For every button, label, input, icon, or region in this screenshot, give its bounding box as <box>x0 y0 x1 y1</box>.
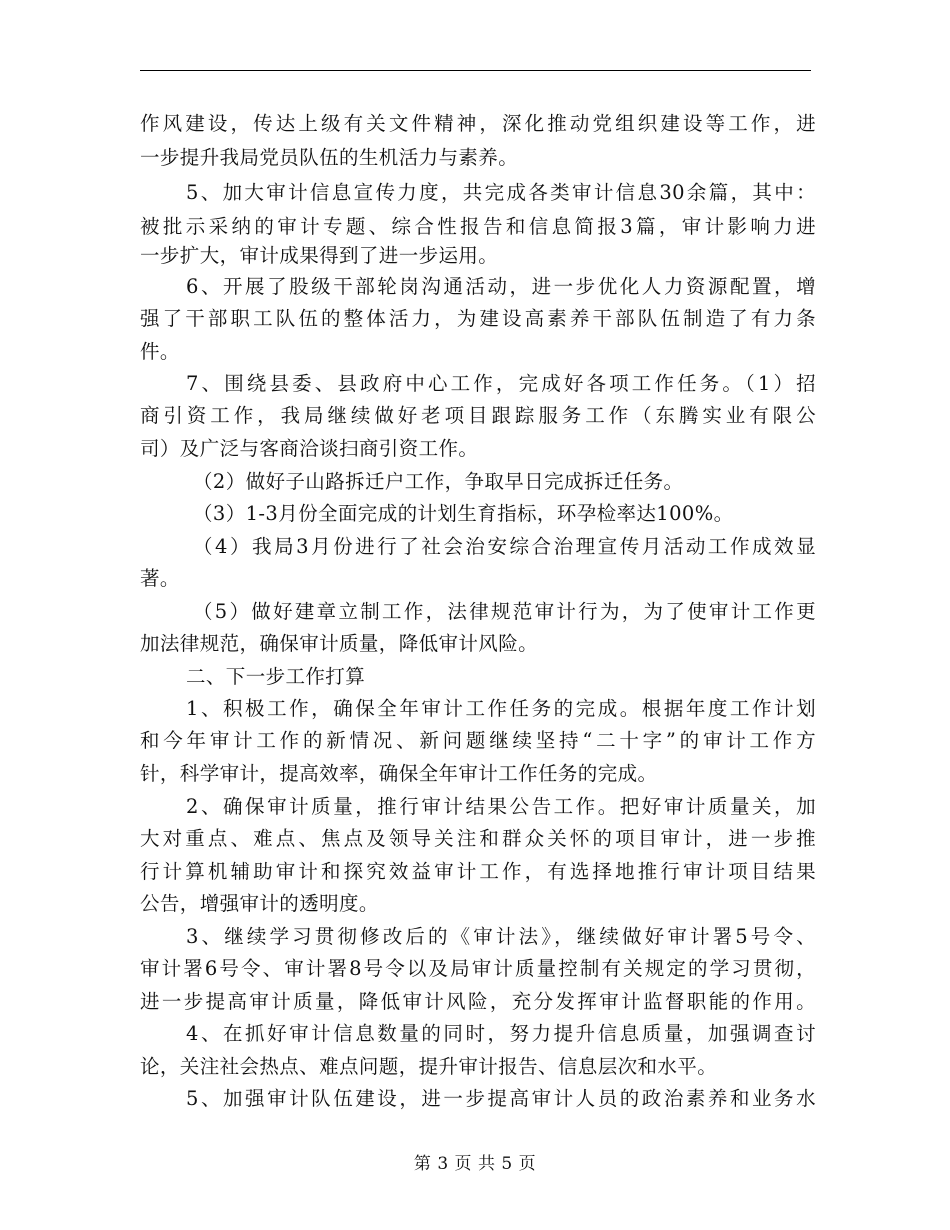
text-line: 商引资工作，我局继续做好老项目跟踪服务工作（东腾实业有限公 <box>140 404 816 427</box>
text-line: 7、围绕县委、县政府中心工作，完成好各项工作任务。（1）招 <box>186 372 816 395</box>
text-line: 进一步提高审计质量，降低审计风险，充分发挥审计监督职能的作用。 <box>140 990 816 1013</box>
text-line: 加法律规范，确保审计质量，降低审计风险。 <box>140 632 539 655</box>
text-line: 司）及广泛与客商洽谈扫商引资工作。 <box>140 437 479 460</box>
text-line: （2）做好子山路拆迁户工作，争取早日完成拆迁任务。 <box>193 470 684 493</box>
text-line: 强了干部职工队伍的整体活力，为建设高素养干部队伍制造了有力条 <box>140 307 816 330</box>
text-line: 公告，增强审计的透明度。 <box>140 892 379 915</box>
text-line: 和今年审计工作的新情况、新问题继续坚持“二十字”的审计工作方 <box>140 729 816 752</box>
text-line: 4、在抓好审计信息数量的同时，努力提升信息质量，加强调查讨 <box>186 1022 816 1045</box>
text-line: 6、开展了股级干部轮岗沟通活动，进一步优化人力资源配置，增 <box>186 275 816 298</box>
text-line: 行计算机辅助审计和探究效益审计工作，有选择地推行审计项目结果 <box>140 860 816 883</box>
text-line: 2、确保审计质量，推行审计结果公告工作。把好审计质量关，加 <box>186 795 816 818</box>
text-line: （3）1-3月份全面完成的计划生育指标，环孕检率达100%。 <box>193 502 734 525</box>
section-heading: 二、下一步工作打算 <box>186 665 366 688</box>
text-line: （4）我局3月份进行了社会治安综合治理宣传月活动工作成效显 <box>193 535 816 558</box>
page-number: 第 3 页 共 5 页 <box>413 1154 537 1174</box>
text-line: 1、积极工作，确保全年审计工作任务的完成。根据年度工作计划 <box>186 697 816 720</box>
text-line: 论，关注社会热点、难点问题，提升审计报告、信息层次和水平。 <box>140 1055 718 1078</box>
text-line: 5、加强审计队伍建设，进一步提高审计人员的政治素养和业务水 <box>186 1087 816 1110</box>
text-line: 针，科学审计，提高效率，确保全年审计工作任务的完成。 <box>140 762 658 785</box>
text-line: 3、继续学习贯彻修改后的《审计法》，继续做好审计署5号令、 <box>186 925 816 948</box>
text-line: 一步提升我局党员队伍的生机活力与素养。 <box>140 146 519 169</box>
text-line: 件。 <box>140 340 180 363</box>
text-line: 作风建设，传达上级有关文件精神，深化推动党组织建设等工作，进 <box>140 112 816 135</box>
text-line: 审计署6号令、审计署8号令以及局审计质量控制有关规定的学习贯彻， <box>140 957 816 980</box>
text-line: 被批示采纳的审计专题、综合性报告和信息简报3篇，审计影响力进 <box>140 215 816 238</box>
text-line: 大对重点、难点、焦点及领导关注和群众关怀的项目审计，进一步推 <box>140 827 816 850</box>
text-line: （5）做好建章立制工作，法律规范审计行为，为了使审计工作更 <box>193 600 816 623</box>
text-line: 一步扩大，审计成果得到了进一步运用。 <box>140 244 499 267</box>
text-line: 5、加大审计信息宣传力度，共完成各类审计信息30余篇，其中： <box>186 181 816 204</box>
text-line: 著。 <box>140 567 180 590</box>
